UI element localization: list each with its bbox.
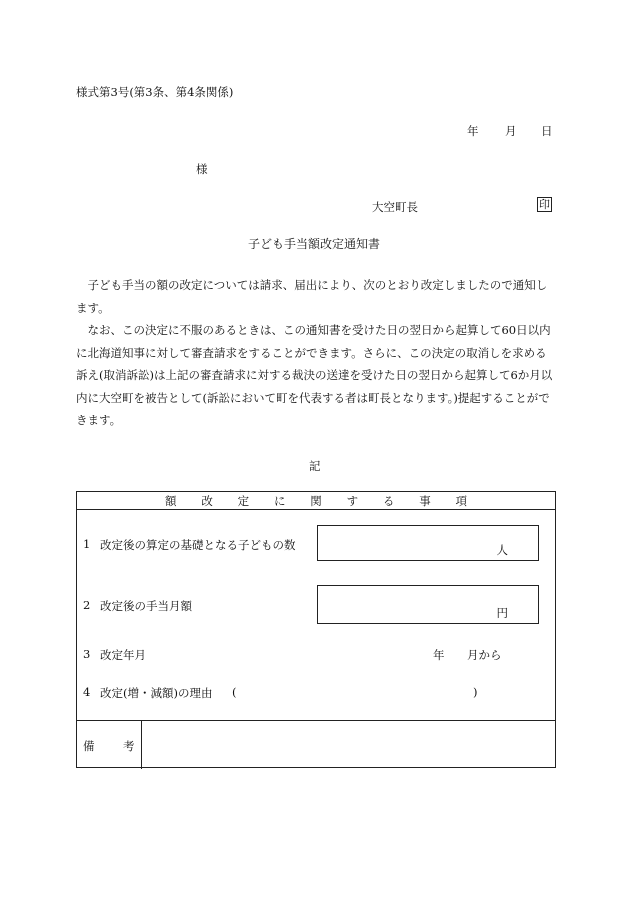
date-day-label: 日	[541, 124, 553, 138]
remarks-field[interactable]	[142, 721, 555, 769]
header-char: 定	[237, 494, 250, 508]
header-char: 改	[201, 494, 213, 508]
item-4-number: 4	[83, 685, 91, 699]
reason-open-paren: (	[232, 685, 237, 699]
document-title: 子ども手当額改定通知書	[248, 237, 381, 251]
header-char: 額	[165, 494, 177, 508]
seal-mark: 印	[539, 198, 550, 211]
date-year-label: 年	[467, 124, 479, 138]
remarks-label-char: 備	[83, 739, 95, 753]
monthly-allowance-field[interactable]	[317, 585, 539, 624]
reason-close-paren: )	[473, 685, 478, 699]
remarks-row	[77, 720, 555, 769]
change-details-table	[76, 491, 556, 768]
item-2-label: 改定後の手当月額	[100, 599, 192, 613]
item-3-label: 改定年月	[100, 648, 146, 662]
header-char: す	[346, 494, 359, 508]
header-char: 項	[455, 494, 467, 508]
form-number: 様式第3号(第3条、第4条関係)	[76, 85, 234, 99]
child-count-unit: 人	[496, 543, 508, 557]
record-heading: 記	[309, 459, 321, 473]
date-month-label: 月	[505, 124, 517, 138]
item-2-number: 2	[83, 598, 91, 612]
issuer-name: 大空町長	[372, 200, 418, 214]
remarks-label-char: 考	[123, 739, 135, 753]
item-3-number: 3	[83, 647, 91, 661]
change-year-label: 年	[433, 648, 445, 662]
monthly-allowance-unit: 円	[496, 606, 508, 620]
table-header	[77, 492, 555, 510]
item-1-label: 改定後の算定の基礎となる子どもの数	[100, 538, 296, 552]
addressee-suffix: 様	[196, 162, 208, 176]
change-month-suffix: 月から	[467, 648, 502, 662]
header-char: に	[273, 494, 286, 508]
header-char: 関	[310, 494, 322, 508]
paragraph-2: なお、この決定に不服のあるときは、この通知書を受けた日の翌日から起算して60日以内に北海道知事に対して審査請求をすることができます。さらに、この決定の取消しを求める訴え(取消訴訟)は上記の審査請求に対する裁決の送達を受けた日の翌日から起算して6か月以内に大空町を被告として(訴訟において町を代表する者は町長となります。)提起することができます。	[76, 323, 553, 427]
remarks-label-cell	[77, 721, 142, 769]
child-count-field[interactable]	[317, 525, 539, 561]
table-header-label	[165, 493, 467, 509]
header-char: る	[382, 494, 395, 508]
item-4-label: 改定(増・減額)の理由	[100, 686, 213, 700]
header-char: 事	[419, 494, 431, 508]
paragraph-1: 子ども手当の額の改定については請求、届出により、次のとおり改定しましたので通知します。	[76, 278, 548, 315]
item-1-number: 1	[83, 537, 91, 551]
